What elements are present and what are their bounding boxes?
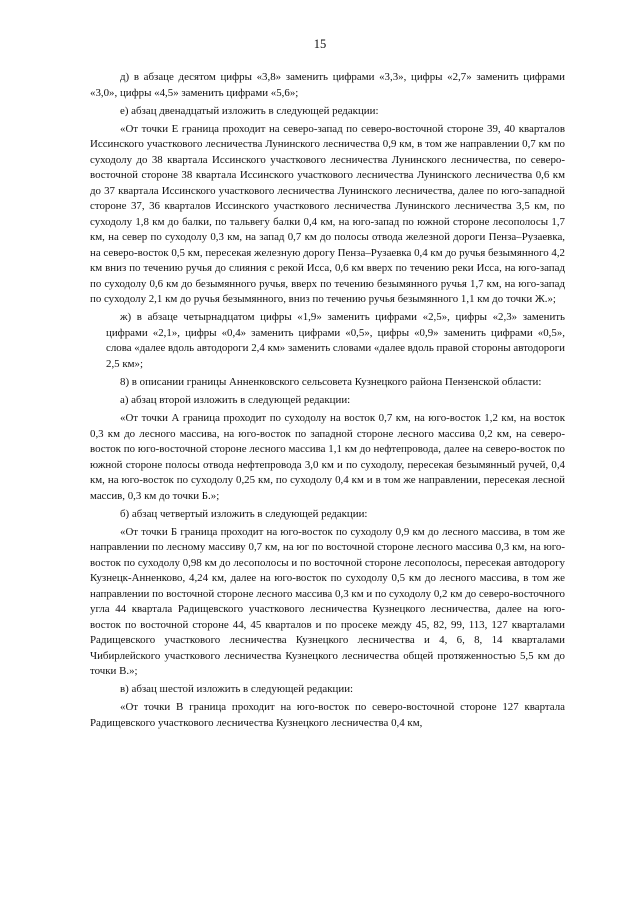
document-body <box>90 70 565 734</box>
paragraph: 8) в описании границы Анненковского сельсовета Кузнецкого района Пензенской области: <box>120 375 542 388</box>
paragraph: «От точки Е граница проходит на северо-запад по северо-восточной стороне 39, 40 кварталов Иссинского участкового лесничества Лунинского лесничества 0,9 км, в том же направлении 0,7 км по суходолу до 38 квартала Иссинского участкового лесничества Лунинского лесничества, по северо-восточной стороне 38 квартала Иссинского участкового лесничества Лунинского лесничества 0,6 км до 37 квартала Иссинского участкового лесничества Лунинского лесничества, далее по юго-западной стороне 37, 36 кварталов Иссинского участкового лесничества Лунинского лесничества 3,5 км, по суходолу 1,8 км до балки, по тальвегу балки 0,4 км, на юго-запад по южной стороне лесополосы 1,7 км, на север по суходолу 0,3 км, на запад 0,7 км до полосы отвода железной дороги Пенза–Рузаевка, на северо-восток 0,5 км, пересекая железную дорогу Пенза–Рузаевка 0,4 км до ручья безымянного 4,2 км вниз по течению ручья до слияния с рекой Исса, 0,6 км вверх по течению реки Исса, на юго-запад по суходолу 0,6 км до безымянного ручья, вверх по течению безымянного ручья 1,7 км, на юго-запад по суходолу 2,1 км до ручья безымянного, вниз по течению ручья безымянного 1,1 км до точки Ж.»; <box>90 122 565 306</box>
paragraph: д) в абзаце десятом цифры «3,8» заменить цифрами «3,3», цифры «2,7» заменить цифрами «3,0», цифры «4,5» заменить цифрами «5,6»; <box>90 71 565 99</box>
paragraph: «От точки В граница проходит на юго-восток по северо-восточной стороне 127 квартала Радищевского участкового лесничества Кузнецкого лесничества 0,4 км, <box>90 701 565 729</box>
paragraph: а) абзац второй изложить в следующей редакции: <box>120 393 351 406</box>
paragraph: «От точки А граница проходит по суходолу на восток 0,7 км, на юго-восток 1,2 км, на восток 0,3 км до лесного массива, на юго-восток по западной стороне лесного массива 0,2 км, на северо-восток по юго-восточной стороне лесного массива 1,1 км до нефтепровода, далее на северо-восток по южной стороне полосы отвода нефтепровода 3,0 км и по суходолу, пересекая безымянный ручей, 0,4 км, на юго-восток по суходолу 0,25 км, по суходолу 0,4 км и в том же направлении, пересекая лесной массив, 0,3 км до точки Б.»; <box>90 412 565 502</box>
page-number: 15 <box>313 37 327 51</box>
paragraph: е) абзац двенадцатый изложить в следующей редакции: <box>120 104 379 117</box>
paragraph: «От точки Б граница проходит на юго-восток по суходолу 0,9 км до лесного массива, в том же направлении по лесному массиву 0,7 км, на юг по восточной стороне лесного массива 0,3 км, на юго-восток по суходолу 0,98 км до лесополосы и по восточной стороне лесополосы, пересекая автодорогу Кузнецк-Анненково, 4,24 км, далее на юго-восток по суходолу 0,5 км до лесного массива, в том же направлении по восточной стороне лесного массива 0,3 км и по суходолу 0,2 км до северо-восточного угла 44 квартала Радищевского участкового лесничества Кузнецкого лесничества, далее на юго-восток по восточной стороне 44, 45 кварталов и по просеке между 45, 82, 99, 113, 127 кварталами Радищевского участкового лесничества Кузнецкого лесничества и 4, 6, 8, 14 кварталами Чибирлейского участкового лесничества Кузнецкого лесничества общей протяженностью 5,5 км до точки В.»; <box>90 525 565 678</box>
paragraph: ж) в абзаце четырнадцатом цифры «1,9» заменить цифрами «2,5», цифры «2,3» заменить цифрами «2,1», цифры «0,4» заменить цифрами «0,5», цифры «0,9» заменить цифрами «0,5», слова «далее вдоль автодороги 2,4 км» заменить словами «далее вдоль правой стороны автодороги 2,5 км»; <box>106 311 565 370</box>
paragraph: б) абзац четвертый изложить в следующей редакции: <box>120 507 368 520</box>
paragraph: в) абзац шестой изложить в следующей редакции: <box>120 683 354 696</box>
